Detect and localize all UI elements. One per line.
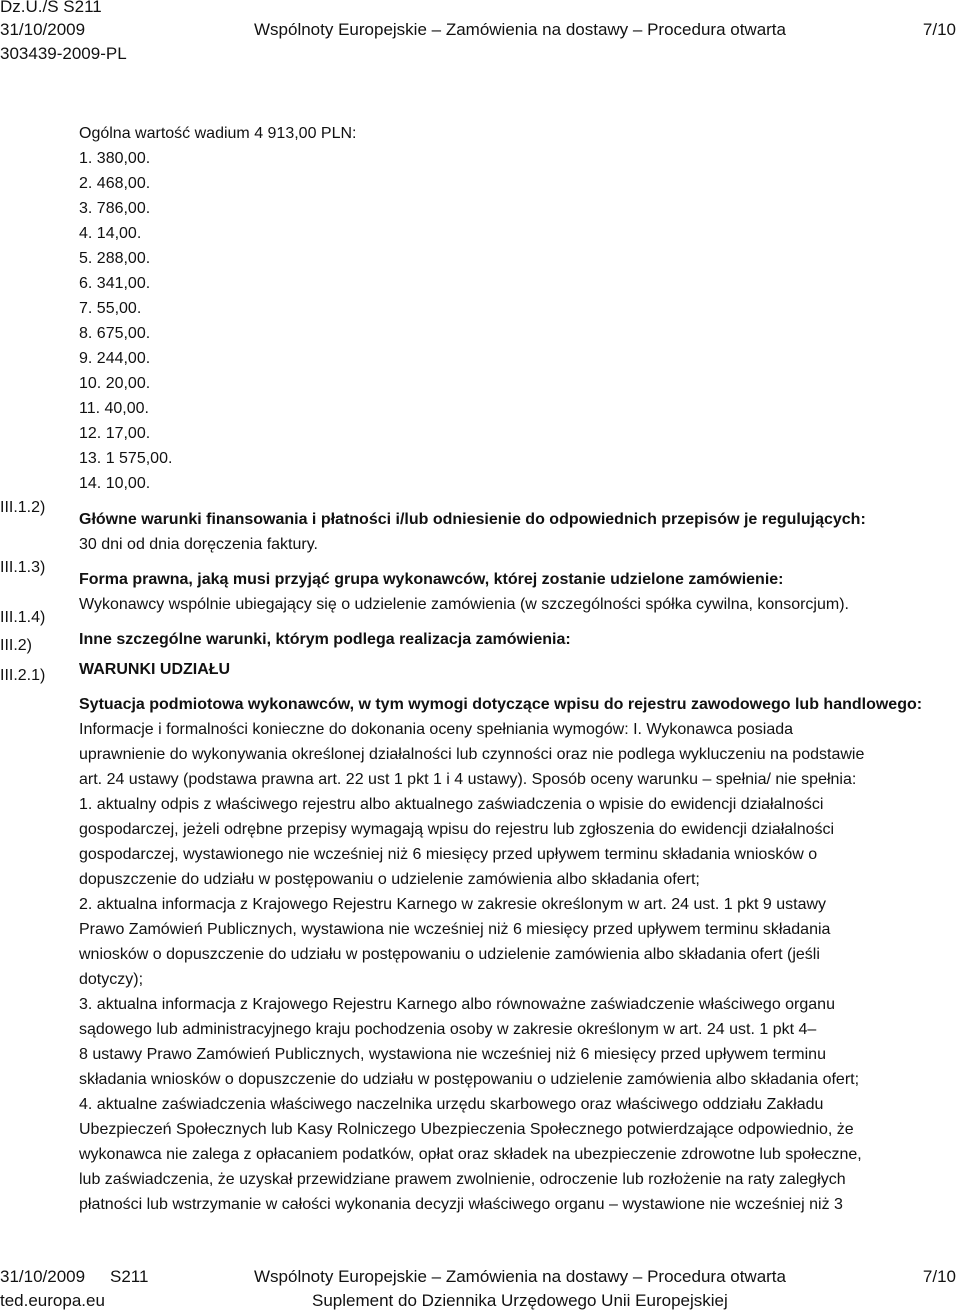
text-line: gospodarczej, jeżeli odrębne przepisy wymagają wpisu do rejestru lub zgłoszenia do ewidencji działalności [79, 821, 835, 838]
text-line: dotyczy); [79, 971, 144, 988]
wadium-item: 10. 20,00. [79, 375, 151, 392]
section-number-iii-1-3: III.1.3) [0, 559, 46, 576]
wadium-item: 6. 341,00. [79, 275, 151, 292]
other-conditions-heading: Inne szczególne warunki, którym podlega realizacja zamówienia: [79, 631, 571, 648]
text-line: wykonawca nie zalega z opłacaniem podatków, opłat oraz składek na ubezpieczenie zdrowotne lub społeczne, [79, 1146, 862, 1163]
footer-supplement: Suplement do Dziennika Urzędowego Unii Europejskiej [312, 1291, 728, 1310]
wadium-item: 11. 40,00. [79, 400, 149, 417]
footer-date: 31/10/2009 [0, 1267, 86, 1286]
text-line: art. 24 ustawy (podstawa prawna art. 22 ust 1 pkt 1 i 4 ustawy). Sposób oceny warunku – spełnia/ nie spełnia: [79, 771, 857, 788]
header-title: Wspólnoty Europejskie – Zamówienia na dostawy – Procedura otwarta [254, 20, 786, 39]
text-line: płatności lub wstrzymanie w całości wykonania decyzji właściwego organu – wystawione nie wcześniej niż 3 [79, 1196, 843, 1213]
text-line: Informacje i formalności konieczne do dokonania oceny spełniania wymogów: I. Wykonawca posiada [79, 721, 794, 738]
text-line: 1. aktualny odpis z właściwego rejestru albo aktualnego zaświadczenia o wpisie do ewidencji działalności [79, 796, 824, 813]
footer-page-number: 7/10 [922, 1267, 956, 1286]
personal-situation-text [79, 717, 955, 1217]
journal-reference: Dz.U./S S211 [0, 0, 102, 16]
text-line: 4. aktualne zaświadczenia właściwego naczelnika urzędu skarbowego oraz właściwego oddziału Zakładu [79, 1096, 824, 1113]
header-page-number: 7/10 [922, 20, 956, 39]
text-line: uprawnienie do wykonywania określonej działalności lub czynności oraz nie podlega wykluczeniu na podstawie [79, 746, 865, 763]
wadium-item: 12. 17,00. [79, 425, 151, 442]
section-number-iii-1-4: III.1.4) [0, 609, 46, 626]
wadium-item: 1. 380,00. [79, 150, 151, 167]
financing-heading: Główne warunki finansowania i płatności i/lub odniesienie do odpowiednich przepisów je regulujących: [79, 511, 866, 528]
page-footer [0, 1262, 960, 1311]
wadium-item: 3. 786,00. [79, 200, 151, 217]
text-line: lub zaświadczenia, że uzyskał przewidziane prawem zwolnienie, odroczenie lub rozłożenie na raty zaległych [79, 1171, 846, 1188]
wadium-item: 13. 1 575,00. [79, 450, 173, 467]
footer-site-link[interactable]: ted.europa.eu [0, 1291, 105, 1310]
text-line: wniosków o dopuszczenie do udziału w postępowaniu o udzielenie zamówienia albo składania ofert (jeśli [79, 946, 820, 963]
header-date: 31/10/2009 [0, 20, 86, 39]
wadium-item: 14. 10,00. [79, 475, 151, 492]
wadium-item: 4. 14,00. [79, 225, 142, 242]
text-line: 3. aktualna informacja z Krajowego Rejestru Karnego albo równoważne zaświadczenie właściwego organu [79, 996, 835, 1013]
wadium-item: 7. 55,00. [79, 300, 142, 317]
wadium-title: Ogólna wartość wadium 4 913,00 PLN: [79, 125, 357, 142]
text-line: sądowego lub administracyjnego kraju pochodzenia osoby w zakresie określonym w art. 24 ust. 1 pkt 4– [79, 1021, 817, 1038]
footer-series: S211 [110, 1267, 149, 1286]
wadium-list [79, 146, 955, 496]
text-line: 8 ustawy Prawo Zamówień Publicznych, wystawiona nie wcześniej niż 6 miesięcy przed upływem terminu [79, 1046, 826, 1063]
text-line: gospodarczej, wystawionego nie wcześniej niż 6 miesięcy przed upływem terminu składania wniosków o [79, 846, 818, 863]
page-header [0, 0, 960, 72]
wadium-item: 2. 468,00. [79, 175, 151, 192]
text-line: dopuszczenie do udziału w postępowaniu o udzielenie zamówienia albo składania ofert; [79, 871, 700, 888]
text-line: Ubezpieczeń Społecznych lub Kasy Rolniczego Ubezpieczenia Społecznego potwierdzające odpowiednio, że [79, 1121, 854, 1138]
financing-text: 30 dni od dnia doręczenia faktury. [79, 536, 318, 553]
text-line: składania wniosków o dopuszczenie do udziału w postępowaniu o udzielenie zamówienia albo składania ofert; [79, 1071, 860, 1088]
personal-situation-heading: Sytuacja podmiotowa wykonawców, w tym wymogi dotyczące wpisu do rejestru zawodowego lub handlowego: [79, 696, 923, 713]
section-number-iii-1-2: III.1.2) [0, 499, 46, 516]
legal-form-text: Wykonawcy wspólnie ubiegający się o udzielenie zamówienia (w szczególności spółka cywilna, konsorcjum). [79, 596, 849, 613]
section-number-iii-2-1: III.2.1) [0, 667, 46, 684]
legal-form-heading: Forma prawna, jaką musi przyjąć grupa wykonawców, której zostanie udzielone zamówienie: [79, 571, 784, 588]
text-line: 2. aktualna informacja z Krajowego Rejestru Karnego w zakresie określonym w art. 24 ust. 1 pkt 9 ustawy [79, 896, 827, 913]
wadium-item: 8. 675,00. [79, 325, 151, 342]
text-line: Prawo Zamówień Publicznych, wystawiona nie wcześniej niż 6 miesięcy przed upływem terminu składania [79, 921, 831, 938]
section-number-iii-2: III.2) [0, 637, 33, 654]
participation-heading: WARUNKI UDZIAŁU [79, 661, 231, 678]
footer-title: Wspólnoty Europejskie – Zamówienia na dostawy – Procedura otwarta [254, 1267, 786, 1286]
wadium-item: 5. 288,00. [79, 250, 151, 267]
notice-id: 303439-2009-PL [0, 44, 127, 63]
document-body [79, 121, 955, 1217]
wadium-item: 9. 244,00. [79, 350, 151, 367]
